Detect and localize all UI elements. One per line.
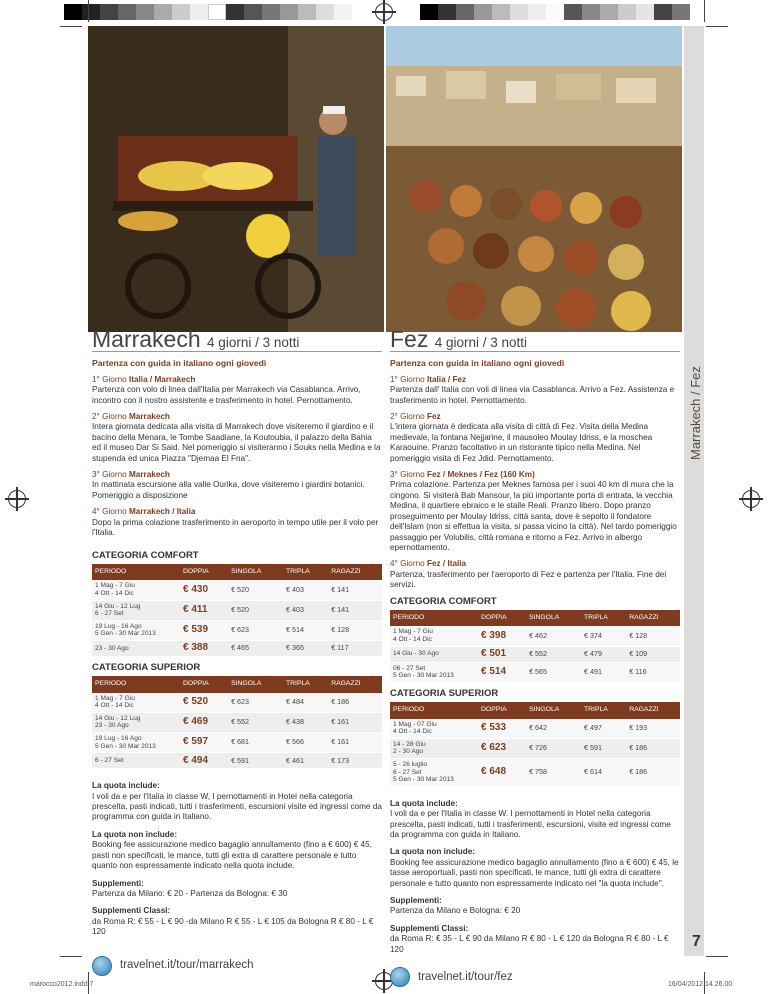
table-row: 06 - 27 Set 5 Gen - 30 Mar 2013 € 514 € 565 € 491 € 116 bbox=[390, 662, 680, 682]
marrakech-class-supplements: Supplementi Classi: da Roma R: € 55 - L € 90 -da Milano R € 55 - L € 105 da Bologna R € 80 - L € 120 bbox=[92, 906, 374, 937]
crop-mark bbox=[88, 0, 89, 22]
registration-mark-right bbox=[742, 490, 760, 508]
fez-title: Fez 4 giorni / 3 notti bbox=[390, 326, 528, 352]
table-row: 14 - 28 Giu 2 - 30 Ago € 623 € 726 € 591 € 186 bbox=[390, 738, 680, 758]
table-row: 1 Mag - 7 Giu 4 Ott - 14 Dic € 398 € 462 € 374 € 128 bbox=[390, 626, 680, 646]
marrakech-day-1: 1° Giorno Italia / Marrakech Partenza con volo di linea dall'Italia per Marrakech via Casablanca. Arrivo, incontro con il nostro assistente e trasferimento in hotel. Pernottamento. bbox=[92, 374, 361, 405]
table-row: 1 Mag - 7 Giu 4 Ott - 14 Dic € 520 € 623 € 484 € 186 bbox=[92, 693, 382, 713]
fez-superior-table: PERIODO DOPPIA SINGOLA TRIPLA RAGAZZI 1 Mag - 07 Giu 4 Ott - 14 Dic € 533 € 642 € 497 € 193 14 - 28 Giu 2 - 30 Ago € 623 € 726 € 591 € 186 5 - 26 luglio 6 - 27 Set 5 Gen - 30 Mar 2013 € 648 € 758 € 614 € 186 bbox=[390, 702, 680, 787]
marrakech-url[interactable]: travelnet.it/tour/marrakech bbox=[92, 956, 382, 976]
fez-superior-title: CATEGORIA SUPERIOR bbox=[390, 687, 499, 699]
page-number: 7 bbox=[692, 933, 701, 950]
marrakech-title: Marrakech 4 giorni / 3 notti bbox=[92, 326, 300, 352]
table-row: 14 Giu - 12 Lug 23 - 30 Ago € 469 € 552 € 438 € 161 bbox=[92, 712, 382, 732]
fruit-cart-illustration bbox=[88, 26, 384, 332]
color-registration-bar bbox=[64, 4, 352, 20]
crop-mark bbox=[60, 956, 82, 957]
table-row: 19 Lug - 16 Ago 5 Gen - 30 Mar 2013 € 539 € 623 € 514 € 128 bbox=[92, 620, 382, 640]
fez-day-2: 2° Giorno Fez L'intera giornata è dedicata alla visita di città di Fez. Visita della Medina medievale, la fontana Nejjarine, il mausoleo Moulay Idriss, e la moschea Karaouine. Pranzo facoltativo in un ristorante tipico nella Medina. Nel pomeriggio visita di Fez Jdid. Pernottamento. bbox=[390, 412, 653, 463]
registration-mark-top bbox=[375, 3, 393, 21]
fez-class-supplements: Supplementi Classi: da Roma R: € 35 - L € 90 da Milano R € 80 - L € 120 da Bologna R € 80 - L € 120 bbox=[390, 923, 669, 954]
fez-exclude: La quota non include: Booking fee assicurazione medico bagaglio annullamento (fino a € 600) € 45, le tasse aeroportuali, pasti non specificati, le mance, tutti gli extra di carattere personale e tutto quanto non espressamente indicato nel "la quota include". bbox=[390, 847, 679, 888]
color-registration-bar-2 bbox=[420, 4, 690, 20]
fez-lead: Partenza con guida in italiano ogni giovedì bbox=[390, 358, 565, 369]
marrakech-comfort-table: PERIODO DOPPIA SINGOLA TRIPLA RAGAZZI 1 Mag - 7 Giu 4 Ott - 14 Dic € 430 € 520 € 403 € 141 14 Giu - 12 Lug 6 - 27 Set € 411 € 520 € 403 € 141 19 Lug - 16 Ago 5 Gen - 30 Mar 2013 € 539 € 623 € 514 € 128 23 - 30 Ago € 388 € 465 € 365 € 117 bbox=[92, 564, 382, 657]
marrakech-comfort-title: CATEGORIA COMFORT bbox=[92, 549, 199, 561]
table-row: 23 - 30 Ago € 388 € 465 € 365 € 117 bbox=[92, 640, 382, 656]
marrakech-column bbox=[92, 326, 382, 976]
fez-day-3: 3° Giorno Fez / Meknes / Fez (160 Km) Prima colazione. Partenza per Meknes famosa per i suoi 40 km di mura che la cingono. Si visiterà Bab Mansour, la più importante porta di entrata, la vecchia Medina, il quartiere ebraico e le stalle Reali. Pranzo libero. Dopo pranzo proseguimento per Moulay Idriss, città santa, dove è sepolto il fondatore dell'Islam (non si effettua la visita, si passa vicino la città). Nel tardo pomeriggio passaggio per Volubilis, città romana e ritorno a Fez. Arrivo in albergo epernottamento. bbox=[390, 470, 677, 552]
fez-photo bbox=[386, 26, 682, 332]
table-row: 1 Mag - 7 Giu 4 Ott - 14 Dic € 430 € 520 € 403 € 141 bbox=[92, 580, 382, 600]
fez-column bbox=[390, 326, 680, 987]
fez-comfort-table: PERIODO DOPPIA SINGOLA TRIPLA RAGAZZI 1 Mag - 7 Giu 4 Ott - 14 Dic € 398 € 462 € 374 € 128 14 Giu - 30 Ago € 501 € 552 € 479 € 109 06 - 27 Set 5 Gen - 30 Mar 2013 € 514 € 565 € 491 € 116 bbox=[390, 610, 680, 683]
marrakech-superior-table: PERIODO DOPPIA SINGOLA TRIPLA RAGAZZI 1 Mag - 7 Giu 4 Ott - 14 Dic € 520 € 623 € 484 € 186 14 Giu - 12 Lug 23 - 30 Ago € 469 € 552 € 438 € 161 19 Lug - 16 Ago 5 Gen - 30 Mar 2013 € 597 € 681 € 566 € 161 6 - 27 Set € 494 € 591 € 461 € 173 bbox=[92, 676, 382, 769]
crop-mark bbox=[704, 0, 705, 22]
fez-url[interactable]: travelnet.it/tour/fez bbox=[390, 967, 680, 987]
fez-day-1: 1° Giorno Italia / Fez Partenza dall' Italia con voli di linea via Casablanca. Arrivo a Fez. Assistenza e trasferimento in hotel. Pernottamento. bbox=[390, 374, 675, 405]
fez-comfort-title: CATEGORIA COMFORT bbox=[390, 595, 497, 607]
table-row: 14 Giu - 30 Ago € 501 € 552 € 479 € 109 bbox=[390, 646, 680, 662]
table-row: 1 Mag - 07 Giu 4 Ott - 14 Dic € 533 € 642 € 497 € 193 bbox=[390, 719, 680, 739]
crop-mark bbox=[60, 26, 82, 27]
fez-day-4: 4° Giorno Fez / Italia Partenza, trasferimento per l'aeroporto di Fez e partenza per l'Italia. Fine dei servizi. bbox=[390, 559, 667, 590]
marrakech-day-2: 2° Giorno Marrakech Intera giornata dedicata alla visita di Marrakech dove visiteremo il giardino e il bacino della Menara, le Tombe Saadiane, la Koutoubia, il palazzo della Bahia ed il museo Dar Si Said. Nel pomeriggio si visiteranno i Souks nella Medina e la stupenda ed unica Piazza "Djemaa El Fna". bbox=[92, 412, 381, 463]
table-row: 6 - 27 Set € 494 € 591 € 461 € 173 bbox=[92, 753, 382, 769]
fez-include: La quota include: I voli da e per l'Italia in classe W. I pernottamenti in Hotel nella categoria prescelta, pasti indicati, tutti i trasferimenti, escursioni, visite ed ingressi come da programma con guida in Italiano. bbox=[390, 798, 671, 839]
marrakech-lead: Partenza con guida in italiano ogni giovedì bbox=[92, 358, 267, 369]
marrakech-day-4: 4° Giorno Marrakech / Italia Dopo la prima colazione trasferimento in aeroporto in tempo utile per il volo per l'Italia. bbox=[92, 507, 379, 538]
registration-mark-left bbox=[8, 490, 26, 508]
globe-icon bbox=[390, 967, 410, 987]
table-row: 14 Giu - 12 Lug 6 - 27 Set € 411 € 520 € 403 € 141 bbox=[92, 600, 382, 620]
crop-mark bbox=[706, 26, 728, 27]
marrakech-supplements: Supplementi: Partenza da Milano: € 20 - Partenza da Bologna: € 30 bbox=[92, 878, 288, 898]
print-timestamp: 16/04/2012 14.26.00 bbox=[668, 981, 733, 988]
marrakech-include: La quota include: I voli da e per l'Italia in classe W, I pernottamenti in Hotel nella categoria prescelta, pasti indicati, tutti i trasferimenti, escursioni visite ed ingressi come da programma con guida in Italiano. bbox=[92, 781, 382, 822]
fez-supplements: Supplementi: Partenza da Milano e Bologna: € 20 bbox=[390, 895, 521, 916]
marrakech-superior-title: CATEGORIA SUPERIOR bbox=[92, 661, 201, 673]
side-bar bbox=[684, 26, 704, 956]
table-row: 5 - 26 luglio 6 - 27 Set 5 Gen - 30 Mar 2013 € 648 € 758 € 614 € 186 bbox=[390, 758, 680, 786]
marrakech-day-3: 3° Giorno Marrakech In mattinata escursione alla valle Ourika, dove visiteremo i giardini botanici. Pomeriggio a disposizione bbox=[92, 470, 365, 500]
fez-tannery-illustration bbox=[386, 26, 682, 332]
globe-icon bbox=[92, 956, 112, 976]
crop-mark bbox=[706, 956, 728, 957]
marrakech-exclude: La quota non include: Booking fee assicurazione medico bagaglio annullamento (fino a € 600) € 45, pasti non specificati, le mance, tutti gli extra di carattere personale e tutto quanto non espressamente indicato nella quota include. bbox=[92, 829, 372, 871]
file-slug: marocco2012.indd 7 bbox=[30, 981, 94, 988]
table-row: 19 Lug - 16 Ago 5 Gen - 30 Mar 2013 € 597 € 681 € 566 € 161 bbox=[92, 733, 382, 753]
marrakech-photo bbox=[88, 26, 384, 332]
